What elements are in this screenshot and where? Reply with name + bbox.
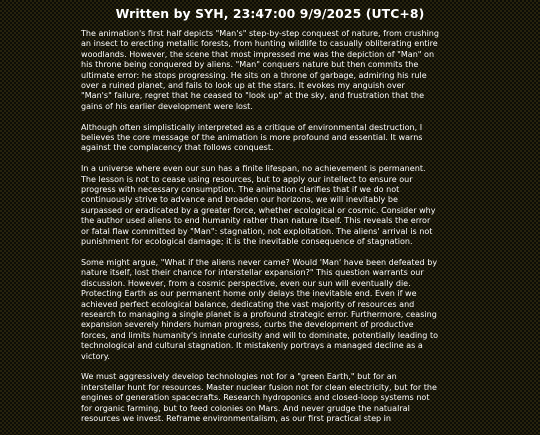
text-line: the author used aliens to end humanity rather than nature itself. This reveals the error xyxy=(81,216,431,226)
text-line: an insect to erecting metallic forests, from hunting wildlife to casually obliterating entire xyxy=(81,39,438,49)
text-line: victory. xyxy=(81,351,110,361)
page-title: Written by SYH, 23:47:00 9/9/2025 (UTC+8) xyxy=(115,6,425,21)
text-line: punishment for ecological damage; it is the inevitable consequence of stagnation. xyxy=(81,237,413,247)
paragraph-1 xyxy=(81,29,471,112)
text-line: believes the core message of the animation is more profound and essential. It warns xyxy=(81,133,423,143)
text-line: Some might argue, "What if the aliens never came? Would 'Man' have been defeated by xyxy=(81,257,438,267)
text-line: or fatal flaw committed by "Man": stagnation, not exploitation. The aliens' arrival is not xyxy=(81,226,433,236)
text-line: achieved perfect ecological balance, dedicating the vast majority of resources and xyxy=(81,299,415,309)
text-line: We must aggressively develop technologies not for a "green Earth," but for an xyxy=(81,372,397,382)
text-line: In a universe where even our sun has a finite lifespan, no achievement is permanent. xyxy=(81,164,426,174)
text-line: Protecting Earth as our permanent home only delays the inevitable end. Even if we xyxy=(81,289,417,299)
text-line: for organic farming, but to feed colonies on Mars. And never grudge the natualral xyxy=(81,403,410,413)
text-line: nature itself, lost their chance for interstellar expansion?" This question warrants our xyxy=(81,268,424,278)
text-line: continuously strive to advance and broaden our horizons, we will inevitably be xyxy=(81,195,398,205)
text-line: engines of generation spacecrafts. Research hydroponics and closed-loop systems not xyxy=(81,393,430,403)
text-line: against the complacency that follows conquest. xyxy=(81,143,274,153)
text-line: progress with necessary consumption. The animation clarifies that if we do not xyxy=(81,185,400,195)
text-line: gains of his earlier development were lost. xyxy=(81,101,253,111)
text-line: expansion severely hinders human progress, curbs the development of productive xyxy=(81,320,414,330)
text-line: Although often simplistically interpreted as a critique of environmental destruction, I xyxy=(81,122,423,132)
paragraph-4 xyxy=(81,258,471,362)
text-line: resources we invest. Reframe environmentalism, as our first practical step in xyxy=(81,413,392,423)
essay-body xyxy=(81,29,471,435)
text-line: The lesson is not to cease using resources, but to apply our intellect to ensure our xyxy=(81,174,413,184)
text-line: surpassed or eradicated by a greater force, whether ecological or cosmic. Consider why xyxy=(81,205,436,215)
text-line: his throne being conquered by aliens. "Man" conquers nature but then commits the xyxy=(81,60,419,70)
text-line: forces, and limits humanity's innate curiosity and will to dominate, potentially leading to xyxy=(81,330,439,340)
text-line: technological and cultural stagnation. It mistakenly portrays a managed decline as a xyxy=(81,341,423,351)
text-line: over a ruined planet, and fails to look up at the stars. It evokes my anguish over xyxy=(81,81,405,91)
text-line: The animation's first half depicts "Man's" step-by-step conquest of nature, from crushing xyxy=(81,29,440,38)
text-line: discussion. However, from a cosmic perspective, even our sun will eventually die. xyxy=(81,278,411,288)
text-line: woodlands. However, the scene that most impressed me was the depiction of "Man" on xyxy=(81,49,435,59)
text-line: "Man's" failure, regret that he ceased to "look up" at the sky, and frustration that the xyxy=(81,91,425,101)
paragraph-3 xyxy=(81,164,471,247)
text-line: ultimate error: he stops progressing. He sits on a throne of garbage, admiring his rule xyxy=(81,70,427,80)
text-line: research to managing a single planet is a profound strategic error. Furthermore, ceasing xyxy=(81,309,437,319)
text-line: interstellar hunt for resources. Master nuclear fusion not for clean electricity, but for the xyxy=(81,382,437,392)
paragraph-2 xyxy=(81,123,471,154)
paragraph-5 xyxy=(81,372,471,424)
